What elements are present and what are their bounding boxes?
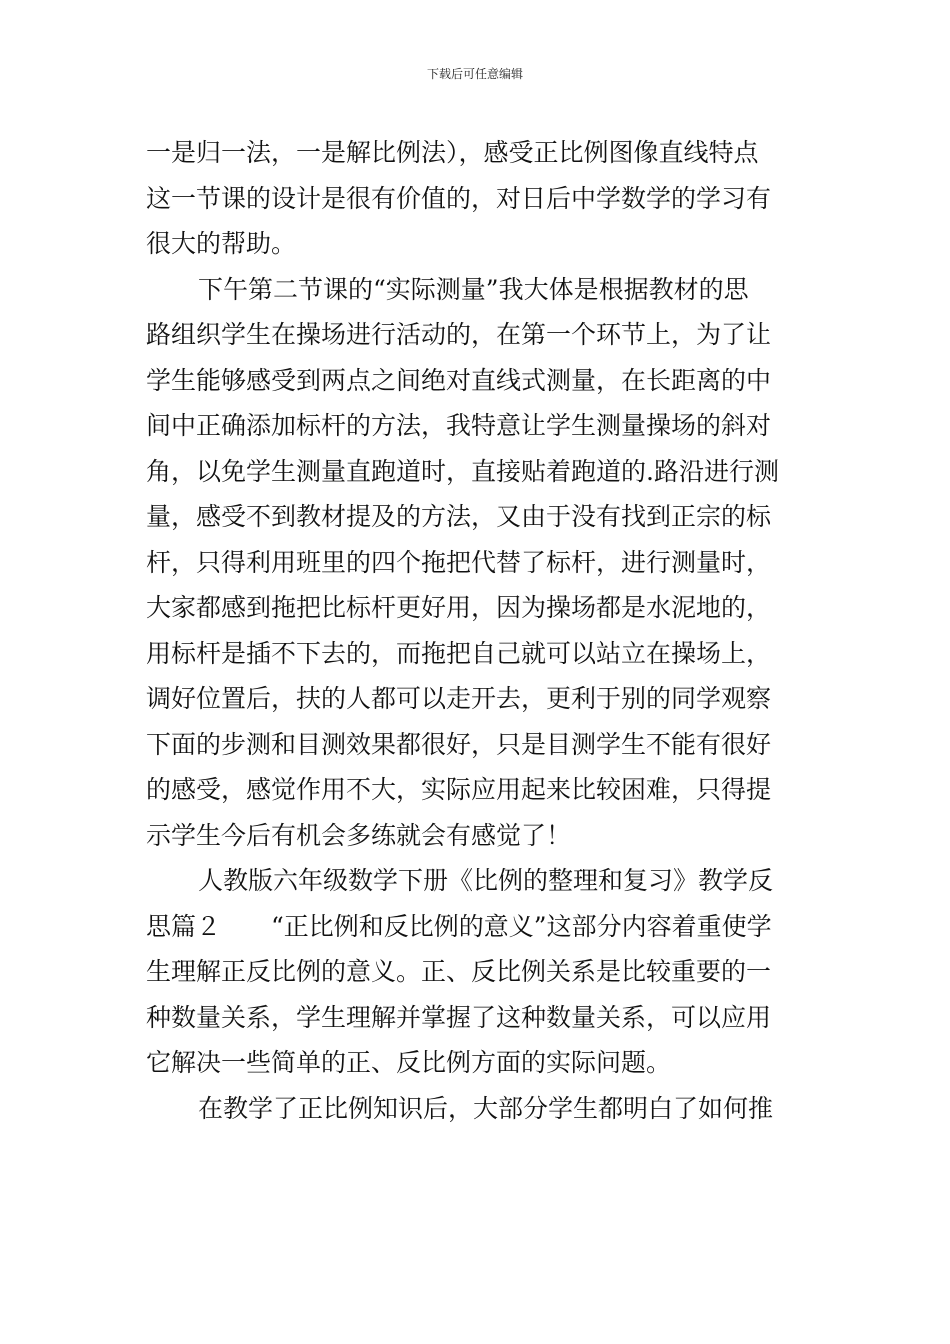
text-line: 角，以免学生测量直跑道时，直接贴着跑道的.路沿进行测 bbox=[146, 456, 779, 486]
text-line: 种数量关系，学生理解并掌握了这种数量关系，可以应用 bbox=[146, 1002, 772, 1032]
text-line: 调好位置后，扶的人都可以走开去，更利于别的同学观察 bbox=[146, 684, 772, 713]
paragraph-start-line: 在教学了正比例知识后，大部分学生都明白了如何推 bbox=[198, 1093, 774, 1123]
text-line: 学生能够感受到两点之间绝对直线式测量，在长距离的中 bbox=[146, 365, 772, 395]
text-line: 一是归一法，一是解比例法），感受正比例图像直线特点 bbox=[146, 138, 759, 167]
text-line: 下面的步测和目测效果都很好，只是目测学生不能有很好 bbox=[146, 729, 772, 759]
text-line: 的感受，感觉作用不大，实际应用起来比较困难，只得提 bbox=[146, 775, 772, 804]
text-line: 示学生今后有机会多练就会有感觉了！ bbox=[146, 820, 572, 850]
paragraph-start-line: 下午第二节课的“实际测量”我大体是根据教材的思 bbox=[198, 274, 749, 304]
header-note: 下载后可任意编辑 bbox=[426, 67, 523, 81]
text-line: 量，感受不到教材提及的方法，又由于没有找到正宗的标 bbox=[146, 502, 772, 531]
body-text bbox=[146, 130, 816, 1131]
text-line: 很大的帮助。 bbox=[146, 229, 297, 258]
text-line: 大家都感到拖把比标杆更好用，因为操场都是水泥地的， bbox=[146, 593, 772, 622]
text-line: 杆，只得利用班里的四个拖把代替了标杆，进行测量时， bbox=[146, 547, 772, 577]
text-line: 路组织学生在操场进行活动的，在第一个环节上，为了让 bbox=[146, 320, 772, 349]
text-line: 间中正确添加标杆的方法，我特意让学生测量操场的斜对 bbox=[146, 411, 772, 440]
text-line: 它解决一些简单的正、反比例方面的实际问题。 bbox=[146, 1048, 672, 1077]
text-line: 用标杆是插不下去的，而拖把自己就可以站立在操场上， bbox=[146, 638, 772, 668]
text-line: 生理解正反比例的意义。正、反比例关系是比较重要的一 bbox=[146, 957, 772, 986]
text-line: 这一节课的设计是很有价值的，对日后中学数学的学习有 bbox=[146, 183, 772, 213]
paragraph-start-line: 人教版六年级数学下册《比例的整理和复习》教学反 bbox=[198, 866, 774, 895]
text-line: 思篇２ “正比例和反比例的意义”这部分内容着重使学 bbox=[146, 911, 772, 941]
